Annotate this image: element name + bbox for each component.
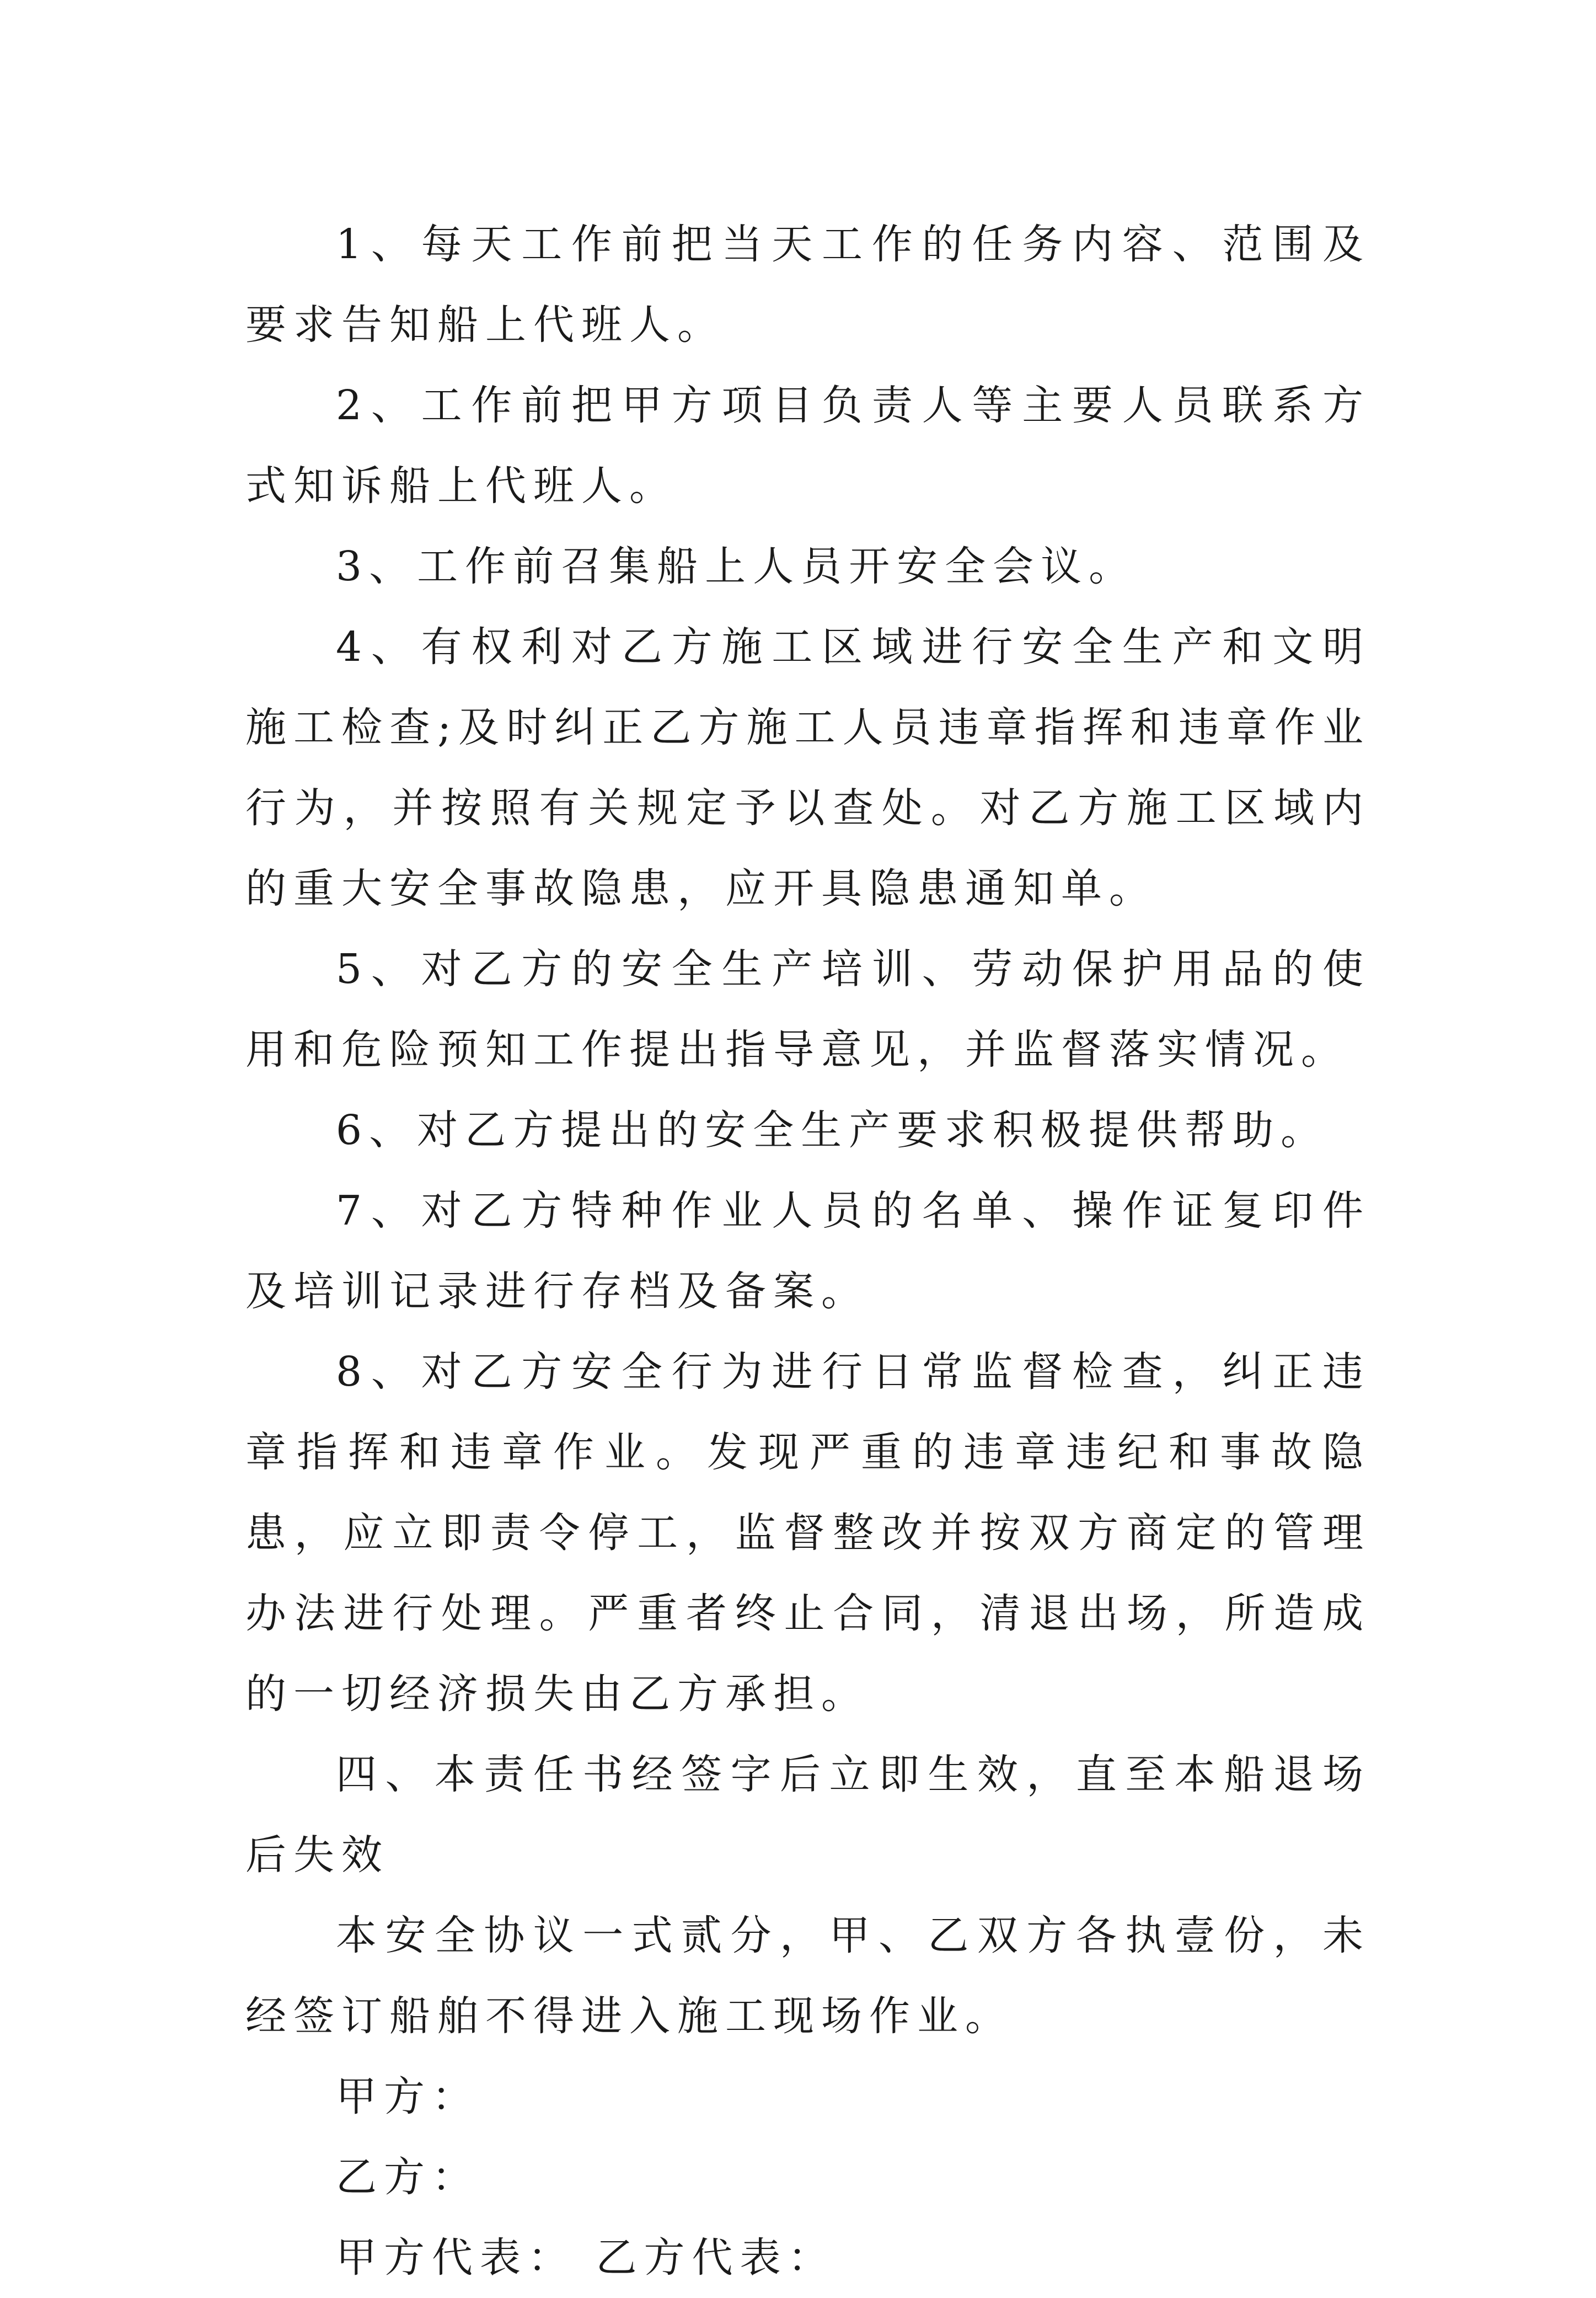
clause-4: 4、有权利对乙方施工区域进行安全生产和文明施工检查;及时纠正乙方施工人员违章指挥和违章作业行为，并按照有关规定予以查处。对乙方施工区域内的重大安全事故隐患，应开具隐患通知单。 xyxy=(245,623,1370,912)
representatives-signature-line xyxy=(245,2217,1370,2298)
party-a-label: 甲方： xyxy=(336,2073,480,2120)
clause-5: 5、对乙方的安全生产培训、劳动保护用品的使用和危险预知工作提出指导意见，并监督落实情况。 xyxy=(245,945,1370,1073)
party-b-rep-label: 乙方代表： xyxy=(596,2234,836,2281)
section-four: 四、本责任书经签字后立即生效，直至本船退场后失效 xyxy=(245,1751,1370,1879)
clause-2: 2、工作前把甲方项目负责人等主要人员联系方式知诉船上代班人。 xyxy=(245,382,1370,510)
clause-1: 1、每天工作前把当天工作的任务内容、范围及要求告知船上代班人。 xyxy=(245,221,1370,349)
document-body xyxy=(245,204,1370,2298)
party-b-signature-line xyxy=(245,2137,1370,2217)
party-a-signature-line xyxy=(245,2056,1370,2137)
clause-6: 6、对乙方提出的安全生产要求积极提供帮助。 xyxy=(336,1107,1329,1154)
clause-3: 3、工作前召集船上人员开安全会议。 xyxy=(336,543,1137,590)
clause-8: 8、对乙方安全行为进行日常监督检查，纠正违章指挥和违章作业。发现严重的违章违纪和事故隐患，应立即责令停工，监督整改并按双方商定的管理办法进行处理。严重者终止合同，清退出场，所造成的一切经济损失由乙方承担。 xyxy=(245,1348,1370,1718)
copies-statement: 本安全协议一式贰分，甲、乙双方各执壹份，未经签订船舶不得进入施工现场作业。 xyxy=(245,1912,1370,2040)
clause-7: 7、对乙方特种作业人员的名单、操作证复印件及培训记录进行存档及备案。 xyxy=(245,1187,1370,1315)
party-b-label: 乙方： xyxy=(336,2153,480,2201)
party-a-rep-label: 甲方代表： xyxy=(336,2234,576,2281)
